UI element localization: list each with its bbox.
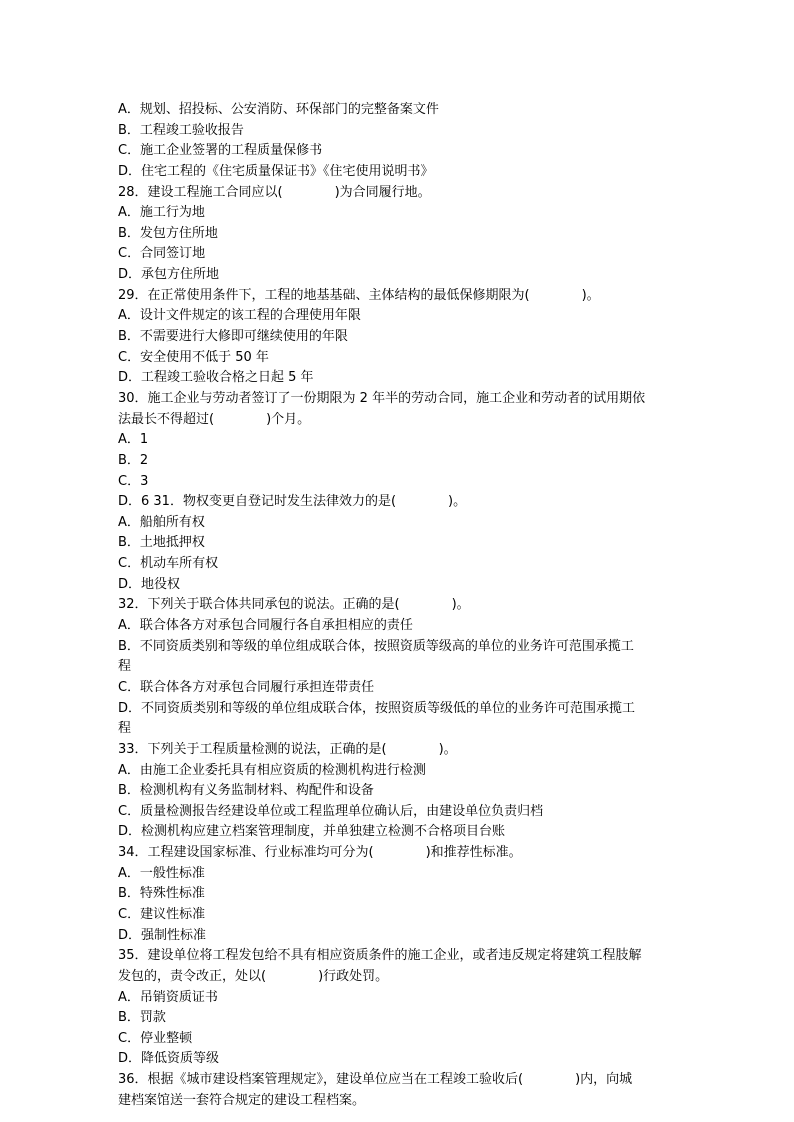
text-line: B．不同资质类别和等级的单位组成联合体，按照资质等级高的单位的业务许可范围承揽工 bbox=[118, 638, 634, 654]
text-line: C．3 bbox=[118, 473, 149, 489]
text-line: A．联合体各方对承包合同履行各自承担相应的责任 bbox=[118, 618, 413, 634]
text-line: A．设计文件规定的该工程的合理使用年限 bbox=[118, 308, 361, 324]
text-line: D．降低资质等级 bbox=[118, 1051, 220, 1067]
text-line: D．承包方住所地 bbox=[118, 267, 220, 283]
text-line: D．不同资质类别和等级的单位组成联合体，按照资质等级低的单位的业务许可范围承揽工 bbox=[118, 700, 636, 716]
text-line: C．施工企业签署的工程质量保修书 bbox=[118, 143, 323, 159]
text-line: A．船舶所有权 bbox=[118, 514, 205, 530]
text-line: B．2 bbox=[118, 452, 149, 468]
text-line: B．发包方住所地 bbox=[118, 225, 218, 241]
text-line: 30．施工企业与劳动者签订了一份期限为 2 年半的劳动合同，施工企业和劳动者的试用期依 bbox=[118, 390, 646, 406]
text-line: 36．根据《城市建设档案管理规定》，建设单位应当在工程竣工验收后( )内，向城 bbox=[118, 1072, 633, 1088]
text-line: 32．下列关于联合体共同承包的说法。正确的是( )。 bbox=[118, 597, 470, 613]
text-line: C．合同签订地 bbox=[118, 246, 206, 262]
text-line: A．规划、招投标、公安消防、环保部门的完整备案文件 bbox=[118, 102, 439, 117]
text-line: A．一般性标准 bbox=[118, 865, 205, 881]
document-body bbox=[118, 100, 688, 1111]
text-line: 28．建设工程施工合同应以( )为合同履行地。 bbox=[118, 184, 431, 200]
text-line: 35．建设单位将工程发包给不具有相应资质条件的施工企业，或者违反规定将建筑工程肢解 bbox=[118, 948, 642, 964]
text-line: B．工程竣工验收报告 bbox=[118, 122, 244, 138]
text-line: D．住宅工程的《住宅质量保证书》《住宅使用说明书》 bbox=[118, 163, 434, 179]
text-line: D．强制性标准 bbox=[118, 927, 207, 943]
text-line: D．地役权 bbox=[118, 576, 181, 592]
text-line: C．联合体各方对承包合同履行承担连带责任 bbox=[118, 679, 375, 695]
text-line: 33．下列关于工程质量检测的说法，正确的是( )。 bbox=[118, 741, 457, 757]
text-line: B．土地抵押权 bbox=[118, 535, 205, 551]
text-line: 建档案馆送一套符合规定的建设工程档案。 bbox=[118, 1092, 366, 1108]
text-line: A．施工行为地 bbox=[118, 205, 205, 221]
text-line: 34．工程建设国家标准、行业标准均可分为( )和推荐性标准。 bbox=[118, 845, 522, 861]
text-line: 29．在正常使用条件下，工程的地基基础、主体结构的最低保修期限为( )。 bbox=[118, 287, 600, 303]
text-line: B．不需要进行大修即可继续使用的年限 bbox=[118, 329, 348, 345]
text-line: B．检测机构有义务监制材料、构配件和设备 bbox=[118, 783, 374, 799]
text-line: A．1 bbox=[118, 432, 149, 448]
text-line: A．由施工企业委托具有相应资质的检测机构进行检测 bbox=[118, 762, 426, 778]
text-line: 发包的，责令改正，处以( )行政处罚。 bbox=[118, 968, 389, 984]
text-line: B．特殊性标准 bbox=[118, 886, 205, 902]
text-line: 法最长不得超过( )个月。 bbox=[118, 411, 311, 427]
text-line: C．机动车所有权 bbox=[118, 556, 219, 572]
text-line: A．吊销资质证书 bbox=[118, 989, 218, 1005]
text-line: 程 bbox=[118, 659, 132, 675]
text-line: C．安全使用不低于 50 年 bbox=[118, 349, 269, 365]
text-line: C．建议性标准 bbox=[118, 906, 206, 922]
text-line: D．工程竣工验收合格之日起 5 年 bbox=[118, 370, 314, 386]
text-line: B．罚款 bbox=[118, 1010, 166, 1026]
text-line: C．质量检测报告经建设单位或工程监理单位确认后，由建设单位负责归档 bbox=[118, 803, 544, 819]
text-line: 程 bbox=[118, 721, 132, 737]
text-line: C．停业整顿 bbox=[118, 1030, 193, 1046]
text-line: D．6 31．物权变更自登记时发生法律效力的是( )。 bbox=[118, 494, 467, 510]
text-line: D．检测机构应建立档案管理制度，并单独建立检测不合格项目台账 bbox=[118, 824, 506, 840]
